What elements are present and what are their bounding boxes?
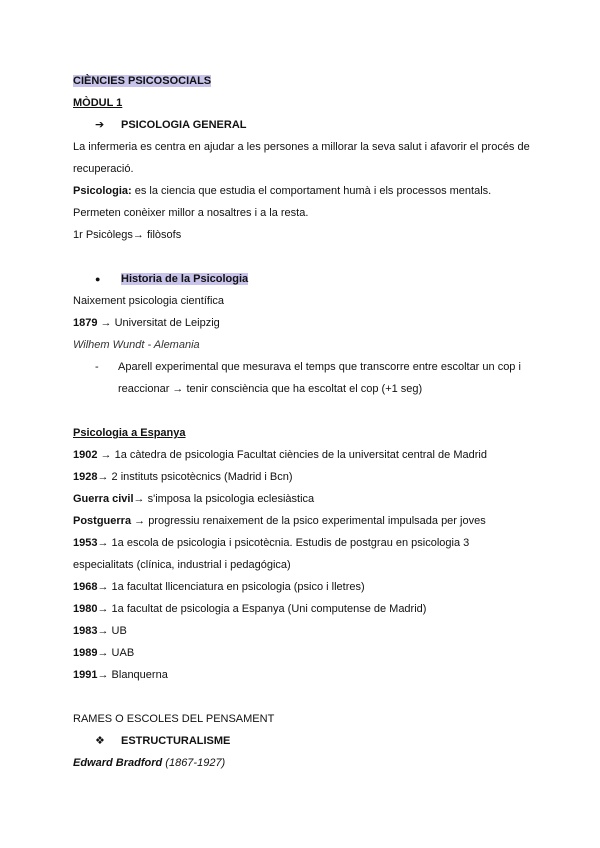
module-heading: MÒDUL 1 <box>73 97 123 109</box>
year-entry: 1879 → Universitat de Leipzig <box>73 317 220 329</box>
timeline-entry: 1989→ UAB <box>73 647 135 659</box>
timeline-entry: 1953→ 1a escola de psicologia i psicotècnia. Estudis de postgrau en psicologia 3 <box>73 537 470 549</box>
timeline-entry-continuation: especialitats (clínica, industrial i pedagógica) <box>73 559 291 571</box>
timeline-entry: 1928→ 2 instituts psicotècnics (Madrid i Bcn) <box>73 471 293 483</box>
espanya-heading: Psicologia a Espanya <box>73 427 186 439</box>
historia-heading: ● Historia de la Psicologia <box>95 273 249 285</box>
list-item: - Aparell experimental que mesurava el temps que transcorre entre escoltar un cop i <box>95 361 521 373</box>
definition-label: Psicologia: <box>73 185 132 197</box>
diamond-bullet-icon: ❖ <box>95 735 105 747</box>
arrow-bullet-icon: ➔ <box>95 119 105 131</box>
list-item-continuation: reaccionar → tenir consciència que ha escoltat el cop (+1 seg) <box>118 383 423 395</box>
author-line: Wilhem Wundt - Alemania <box>73 339 200 351</box>
timeline-entry: Guerra civil→ s'imposa la psicologia eclesiàstica <box>73 493 315 505</box>
timeline-entry: 1991→ Blanquerna <box>73 669 168 681</box>
paragraph-line: 1r Psicòlegs→ filòsofs <box>73 229 182 241</box>
timeline-entry: 1980→ 1a facultat de psicologia a Espanya (Uni computense de Madrid) <box>73 603 427 615</box>
timeline-entry: 1983→ UB <box>73 625 127 637</box>
author-line: Edward Bradford (1867-1927) <box>73 757 226 769</box>
definition-text: es la ciencia que estudia el comportament humà i els processos mentals. <box>131 185 492 197</box>
definition-line <box>73 184 491 198</box>
estructuralisme-heading: ❖ ESTRUCTURALISME <box>95 735 231 747</box>
dash-bullet: - <box>95 361 99 373</box>
bullet-icon: ● <box>95 274 101 284</box>
timeline-entry: Postguerra → progressiu renaixement de la psico experimental impulsada per joves <box>73 515 486 527</box>
paragraph-line: Permeten conèixer millor a nosaltres i a la resta. <box>73 207 309 219</box>
timeline-entry: 1902 → 1a càtedra de psicologia Facultat ciències de la universitat central de Madrid <box>73 449 487 461</box>
paragraph-line: La infermeria es centra en ajudar a les persones a millorar la seva salut i afavorir el procés de <box>73 141 530 153</box>
paragraph-line: Naixement psicologia científica <box>73 295 225 307</box>
paragraph-line: recuperació. <box>73 163 134 175</box>
psicologia-general-heading: ➔ PSICOLOGIA GENERAL <box>95 119 247 131</box>
rames-heading: RAMES O ESCOLES DEL PENSAMENT <box>73 713 275 725</box>
timeline-entry: 1968→ 1a facultat llicenciatura en psicologia (psico i lletres) <box>73 581 365 593</box>
document-title: CIÈNCIES PSICOSOCIALS <box>73 75 212 87</box>
